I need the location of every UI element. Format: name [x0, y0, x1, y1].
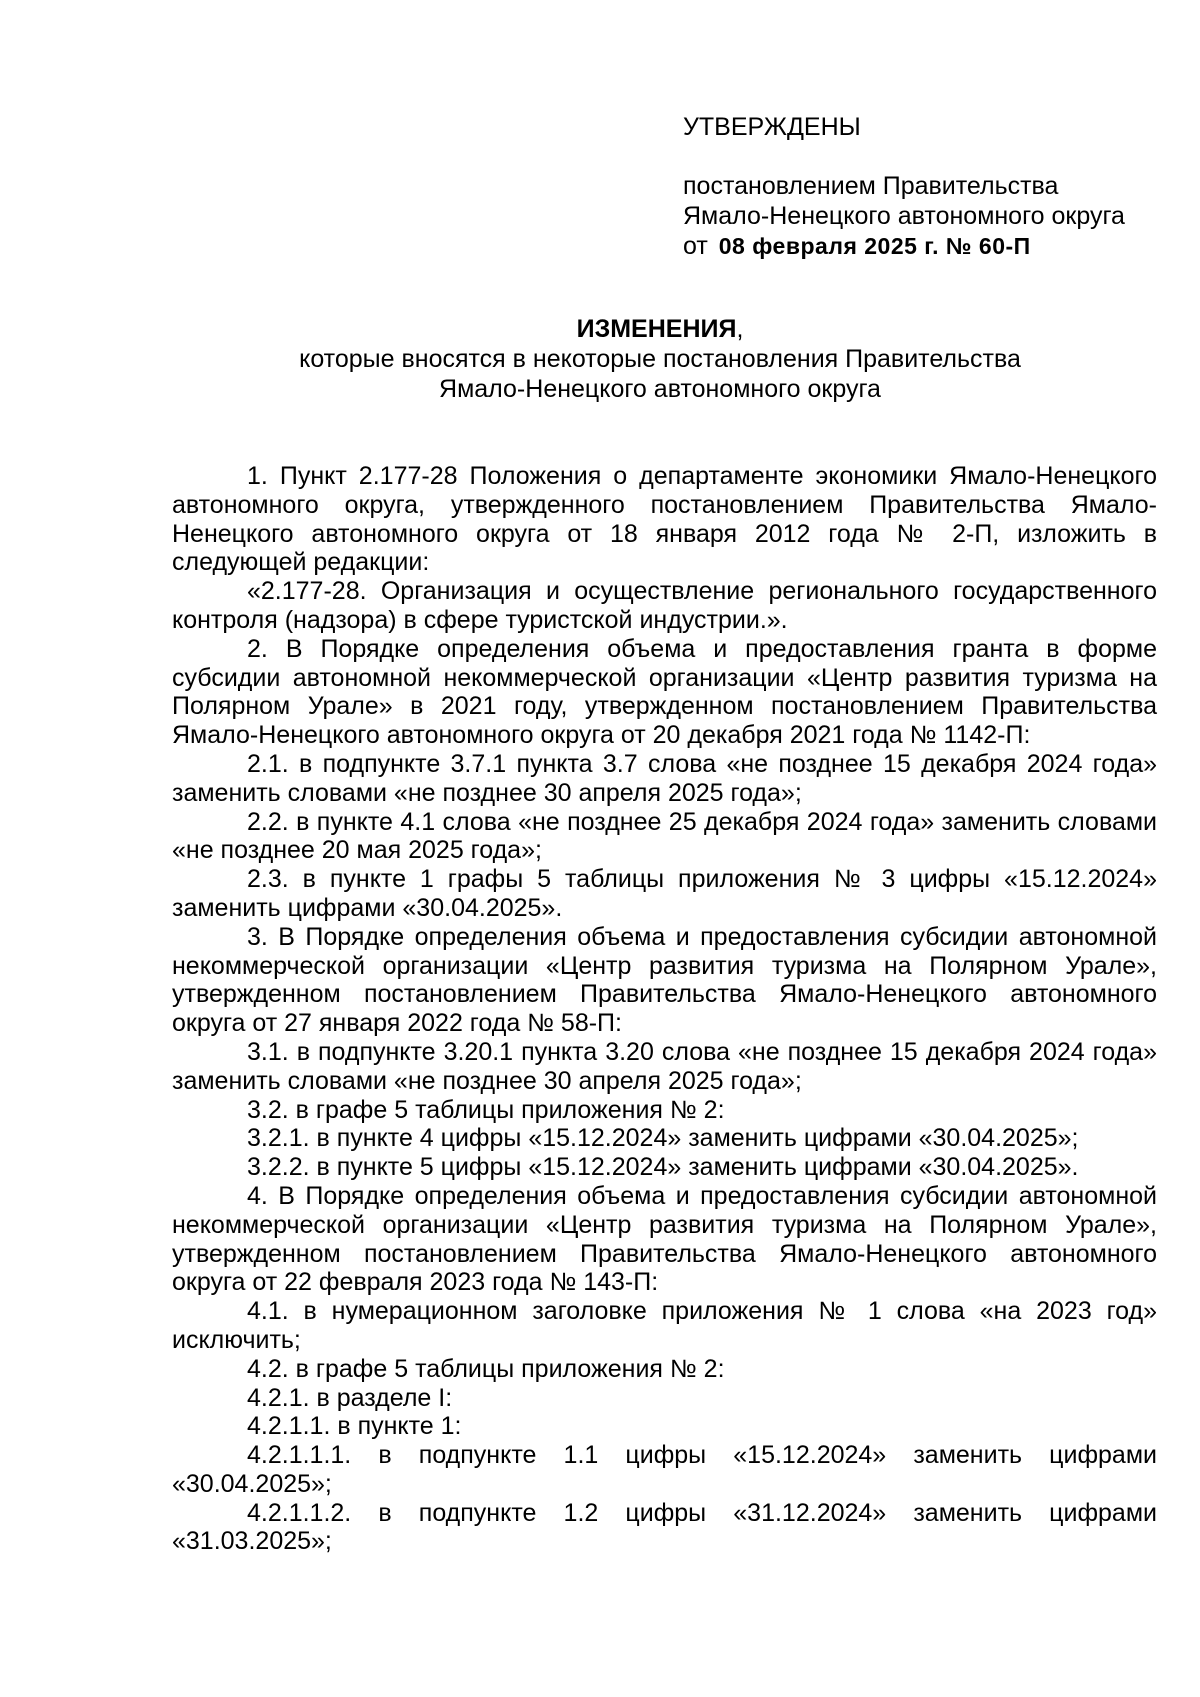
- document-heading: [160, 314, 1160, 404]
- paragraph-3-2-1: 3.2.1. в пункте 4 цифры «15.12.2024» заменить цифрами «30.04.2025»;: [247, 1124, 1079, 1153]
- paragraph-4-1: 4.1. в нумерационном заголовке приложения № 1 слова «на 2023 год» исключить;: [172, 1297, 1157, 1354]
- paragraph-1-quote: «2.177-28. Организация и осуществление регионального государственного контроля (надзора) в сфере туристской индустрии.».: [172, 577, 1157, 634]
- paragraph-3-2: 3.2. в графе 5 таблицы приложения № 2:: [247, 1095, 725, 1124]
- approval-date-value: 08 февраля 2025 г. № 60-П: [718, 233, 1031, 259]
- heading-title-suffix: ,: [736, 315, 744, 343]
- paragraph-4-2-1-1: 4.2.1.1. в пункте 1:: [247, 1412, 462, 1441]
- paragraph-3-1: 3.1. в подпункте 3.20.1 пункта 3.20 слова «не позднее 15 декабря 2024 года» заменить словами «не позднее 30 апреля 2025 года»;: [172, 1037, 1157, 1095]
- heading-title: ИЗМЕНЕНИЯ: [576, 315, 737, 343]
- heading-subtitle-1: которые вносятся в некоторые постановления Правительства: [299, 345, 1021, 373]
- paragraph-4-2-1: 4.2.1. в разделе I:: [247, 1383, 453, 1412]
- paragraph-2-3: 2.3. в пункте 1 графы 5 таблицы приложения № 3 цифры «15.12.2024» заменить цифрами «30.04.2025».: [172, 865, 1157, 922]
- approval-line-1: постановлением Правительства: [683, 172, 1059, 200]
- approval-date-line: [683, 231, 1183, 261]
- approval-title: УТВЕРЖДЕНЫ: [683, 113, 861, 141]
- paragraph-4: 4. В Порядке определения объема и предоставления субсидии автономной некоммерческой организации «Центр развития туризма на Полярном Урале», утвержденном постановлением Правительства Ямало-Ненецкого автономного округа от 22 февраля 2023 года № 143-П:: [172, 1181, 1157, 1297]
- approval-block: [683, 112, 1183, 261]
- paragraph-4-2-1-1-2: 4.2.1.1.2. в подпункте 1.2 цифры «31.12.2024» заменить цифрами «31.03.2025»;: [172, 1498, 1157, 1556]
- paragraph-2-1: 2.1. в подпункте 3.7.1 пункта 3.7 слова «не позднее 15 декабря 2024 года» заменить словами «не позднее 30 апреля 2025 года»;: [172, 749, 1157, 807]
- paragraph-3-2-2: 3.2.2. в пункте 5 цифры «15.12.2024» заменить цифрами «30.04.2025».: [247, 1153, 1079, 1182]
- paragraph-2: 2. В Порядке определения объема и предоставления гранта в форме субсидии автономной некоммерческой организации «Центр развития туризма на Полярном Урале» в 2021 году, утвержденном постановлением Правительства Ямало-Ненецкого автономного округа от 20 декабря 2021 года № 1142-П:: [172, 634, 1157, 750]
- paragraph-1: 1. Пункт 2.177-28 Положения о департаменте экономики Ямало-Ненецкого автономного округа, утвержденного постановлением Правительства Ямало-Ненецкого автономного округа от 18 января 2012 года № 2-П, изложить в следующей редакции:: [172, 462, 1157, 577]
- heading-subtitle-2: Ямало-Ненецкого автономного округа: [439, 375, 881, 403]
- paragraph-4-2-1-1-1: 4.2.1.1.1. в подпункте 1.1 цифры «15.12.2024» заменить цифрами «30.04.2025»;: [172, 1441, 1157, 1498]
- paragraph-2-2: 2.2. в пункте 4.1 слова «не позднее 25 декабря 2024 года» заменить словами «не позднее 20 мая 2025 года»;: [172, 807, 1157, 865]
- approval-date-prefix: от: [683, 232, 708, 260]
- heading-title-line: [160, 314, 1160, 344]
- paragraph-3: 3. В Порядке определения объема и предоставления субсидии автономной некоммерческой организации «Центр развития туризма на Полярном Урале», утвержденном постановлением Правительства Ямало-Ненецкого автономного округа от 27 января 2022 года № 58-П:: [172, 922, 1157, 1038]
- document-body: [172, 462, 1157, 1556]
- paragraph-4-2: 4.2. в графе 5 таблицы приложения № 2:: [247, 1354, 725, 1383]
- approval-line-2: Ямало-Ненецкого автономного округа: [683, 202, 1125, 230]
